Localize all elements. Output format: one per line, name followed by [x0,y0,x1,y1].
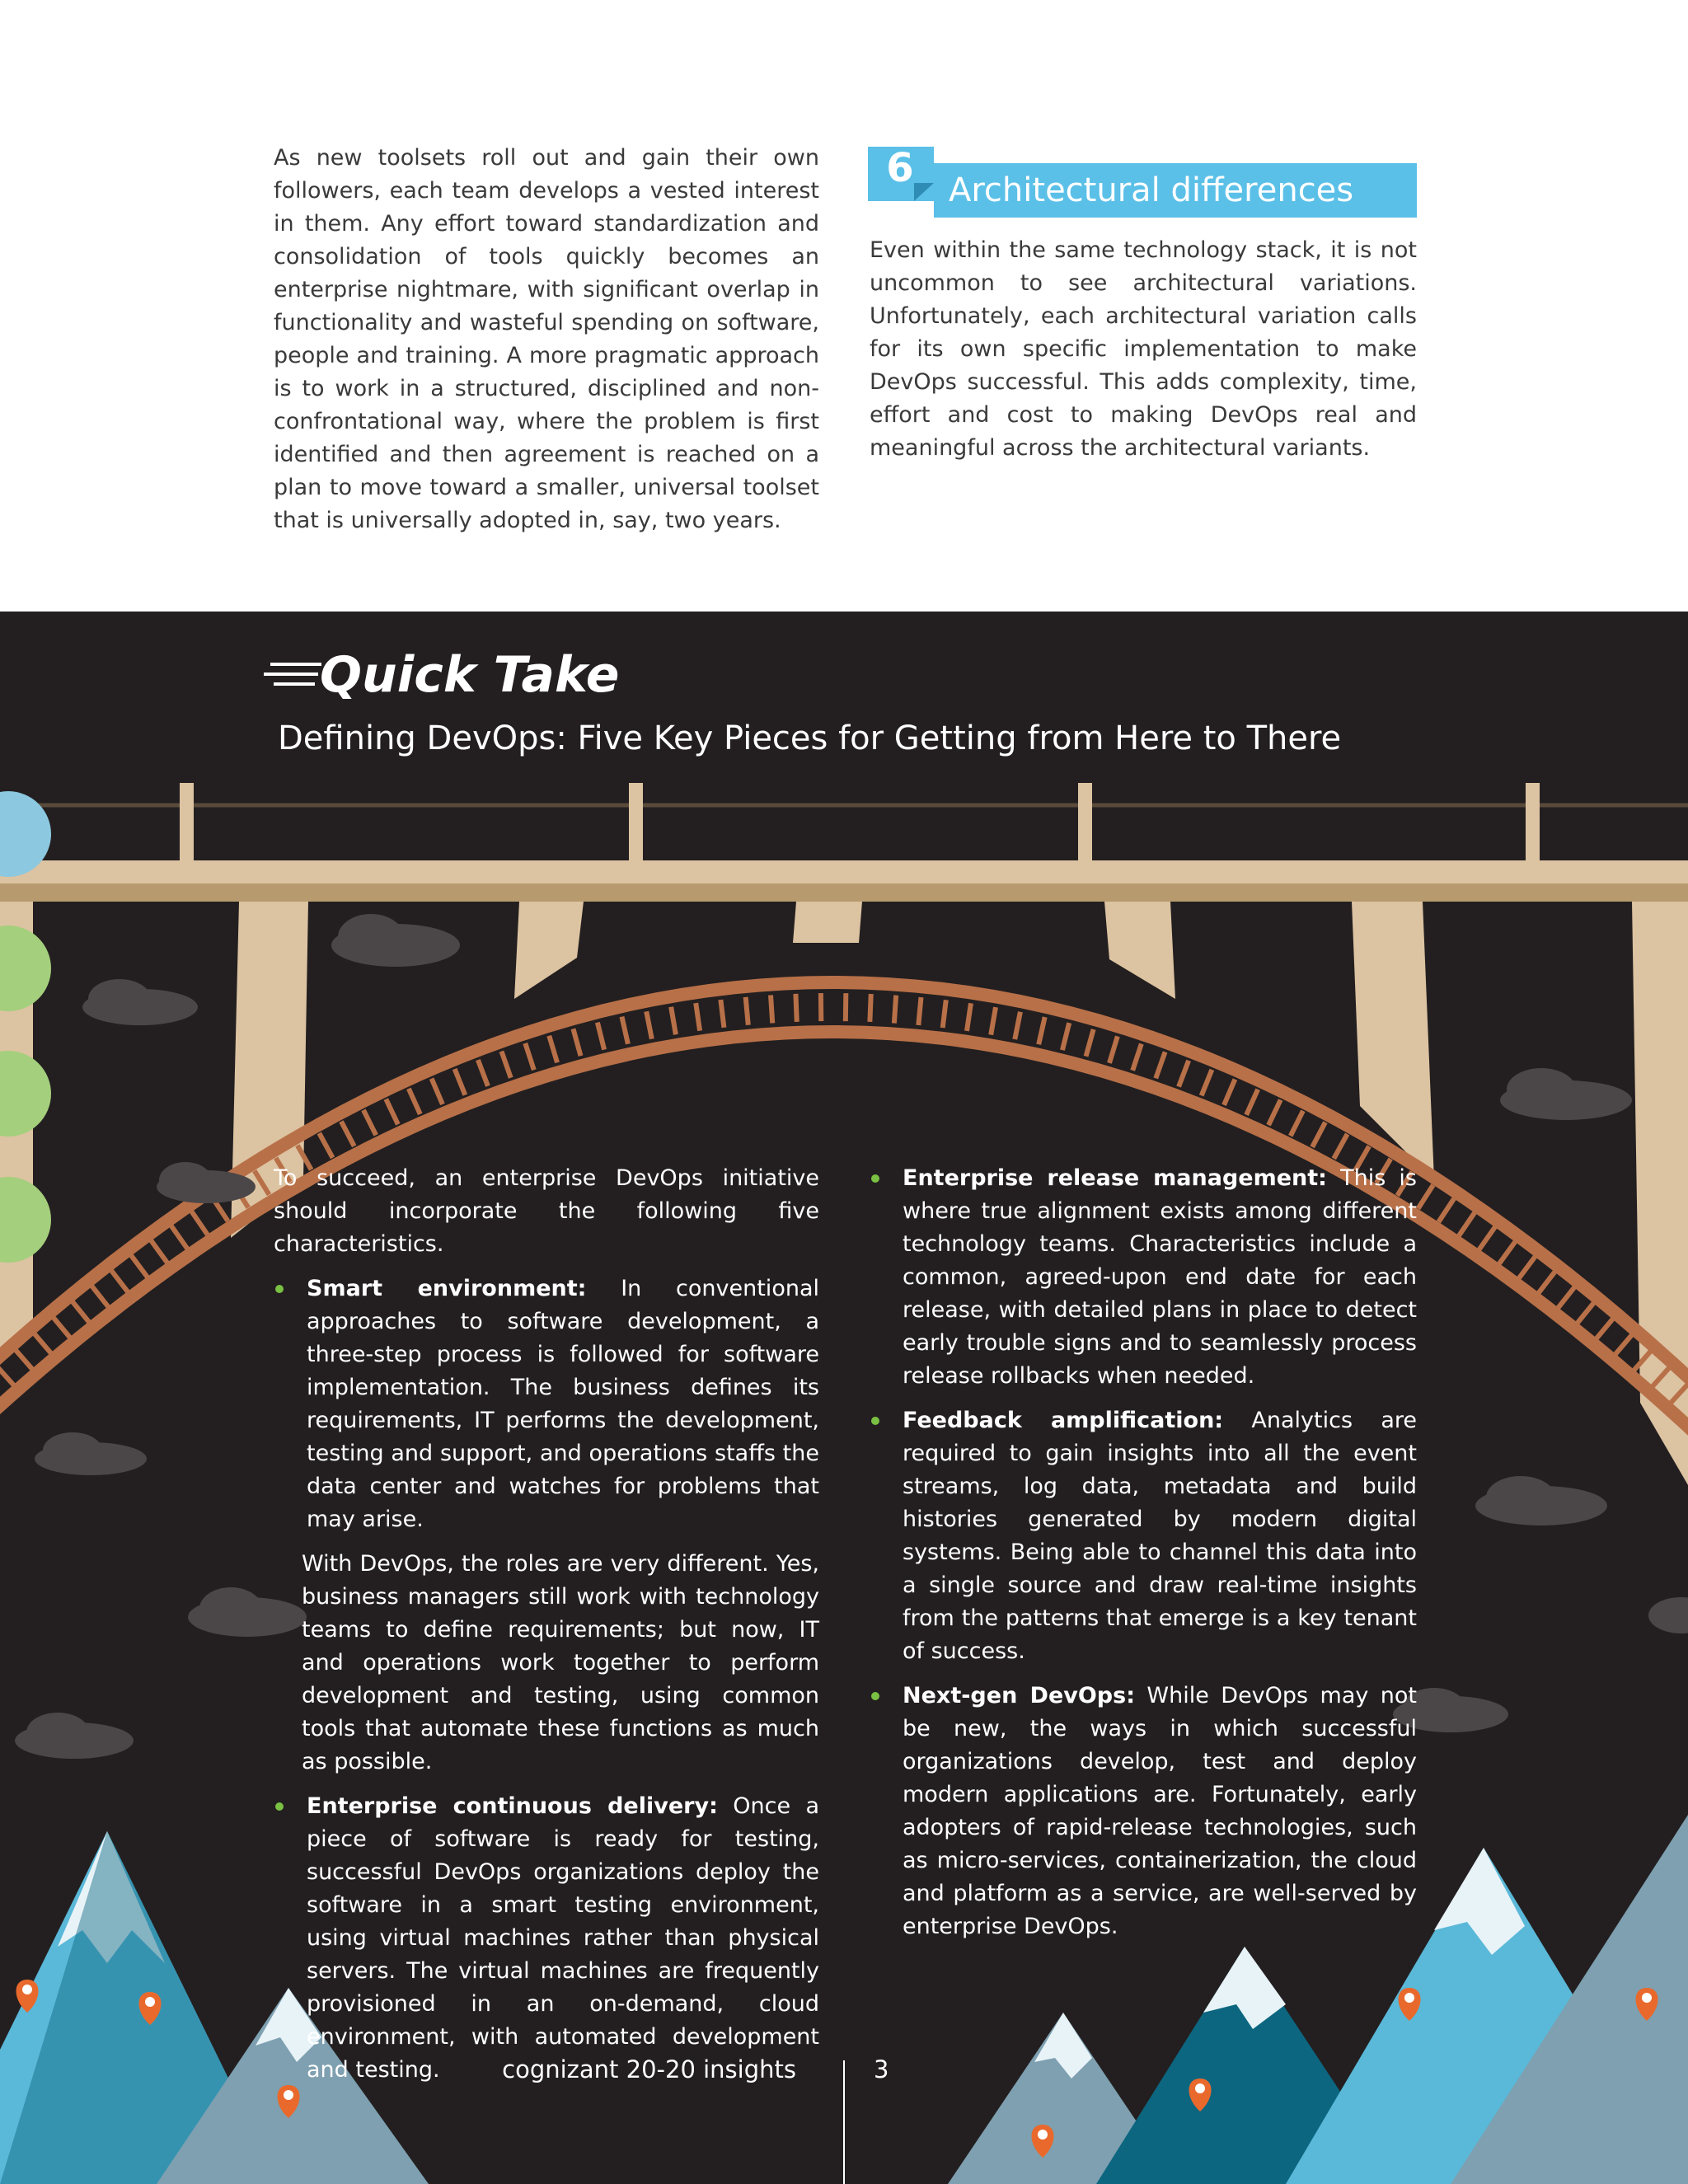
list-item [870,1404,1417,1668]
bridge-pier [1104,902,1175,999]
cloud [199,1587,262,1630]
cloud [159,1162,212,1198]
page-number: 3 [874,2055,889,2083]
list-item [870,1162,1417,1393]
section-body: Even within the same technology stack, it is not uncommon to see architectural variations. Unfortunately, each architectural variation calls for its own specific implementation to make DevOps successful. This adds complexity, time, effort and cost to making DevOps real and meaningful across the architectural variants. [870,237,1417,461]
item-text: This is where true alignment exists among different technology teams. Characteristics include a common, agreed-upon end date for each release, with detailed plans in place to detect early trouble signs and to seamlessly process release rollbacks when needed. [903,1165,1417,1389]
cloud [1507,1068,1576,1111]
quick-take-left-column [274,1162,819,2098]
cloud [43,1432,102,1469]
item-text: While DevOps may not be new, the ways in which successful organizations develop, test and deploy modern applications are. Fortunately, early adopters of rapid-release technologies, such as micro-services, containerization, the cloud and platform as a service, are well-served by enterprise DevOps. [903,1683,1417,1939]
tree-green [0,1177,51,1263]
railing-post [1526,783,1540,862]
railing-post [1078,783,1092,862]
intro-paragraph: To succeed, an enterprise DevOps initiative should incorporate the following five characteristics. [274,1165,819,1257]
quick-take-panel [0,612,1688,2184]
railing-post [180,783,194,862]
item-term: Enterprise release management: [903,1165,1327,1191]
tree-green [0,926,51,1011]
item-continuation: With DevOps, the roles are very different. Yes, business managers still work with technology teams to define requirements; but now, IT and operations work together to perform development and testing, using common tools that automate these functions as much as possible. [302,1551,819,1774]
cloud [88,979,151,1019]
bridge-pier [793,902,862,943]
list-item [274,1272,819,1536]
cloud [26,1713,89,1752]
item-term: Smart environment: [307,1276,587,1301]
cloud [1648,1597,1688,1633]
item-term: Feedback amplification: [903,1408,1224,1433]
cloud [1486,1476,1555,1519]
item-text: Analytics are required to gain insights into all the event streams, log data, metadata and build histories generated by modern digital systems. Being able to channel this data into a single source and draw real-time insights from the patterns that emerge is a key tenant of success. [903,1408,1418,1664]
section-number: 6 [886,145,914,191]
cloud [338,914,404,960]
item-text: In conventional approaches to software development, a three-step process is followed for software implementation. The business defines its requirements, IT performs the development, testing and support, and operations staffs the data center and watches for problems that may arise. [307,1276,819,1532]
railing-post [629,783,643,862]
bridge-deck [0,860,1688,885]
quick-take-label: Quick Take [320,646,620,704]
bridge-illustration [0,612,1688,2184]
tree-green [0,1051,51,1137]
item-text: Once a piece of software is ready for testing, successful DevOps organizations deploy the software in a smart testing environment, using virtual machines rather than physical servers. The virtual machines are frequently provisioned in an on-demand, cloud environment, with automated development and testing. [307,1793,819,2083]
section-title: Architectural differences [949,171,1354,209]
left-body-paragraph: As new toolsets roll out and gain their own followers, each team develops a vested interest in them. Any effort toward standardization and consolidation of tools quickly becomes an enterprise nightmare, with significant overlap in functionality and wasteful spending on software, people and training. A more pragmatic approach is to work in a structured, disciplined and non-confrontational way, where the problem is first identified and then agreement is reached on a plan to move toward a smaller, universal toolset that is universally adopted in, say, two years. [274,145,819,533]
top-section [0,0,1688,612]
footer-divider [843,2060,845,2184]
item-term: Enterprise continuous delivery: [307,1793,718,1819]
list-item [274,1790,819,2087]
bridge-pier [514,902,584,999]
footer-publication: cognizant 20-20 insights [502,2055,796,2083]
quick-take-right-column [870,1162,1417,1955]
quick-take-subtitle: Defining DevOps: Five Key Pieces for Getting from Here to There [278,719,1342,757]
section-header [868,147,1417,218]
item-term: Next-gen DevOps: [903,1683,1136,1708]
bridge-deck-shadow [0,883,1688,902]
speed-lines-icon [264,653,321,694]
list-item [870,1680,1417,1943]
